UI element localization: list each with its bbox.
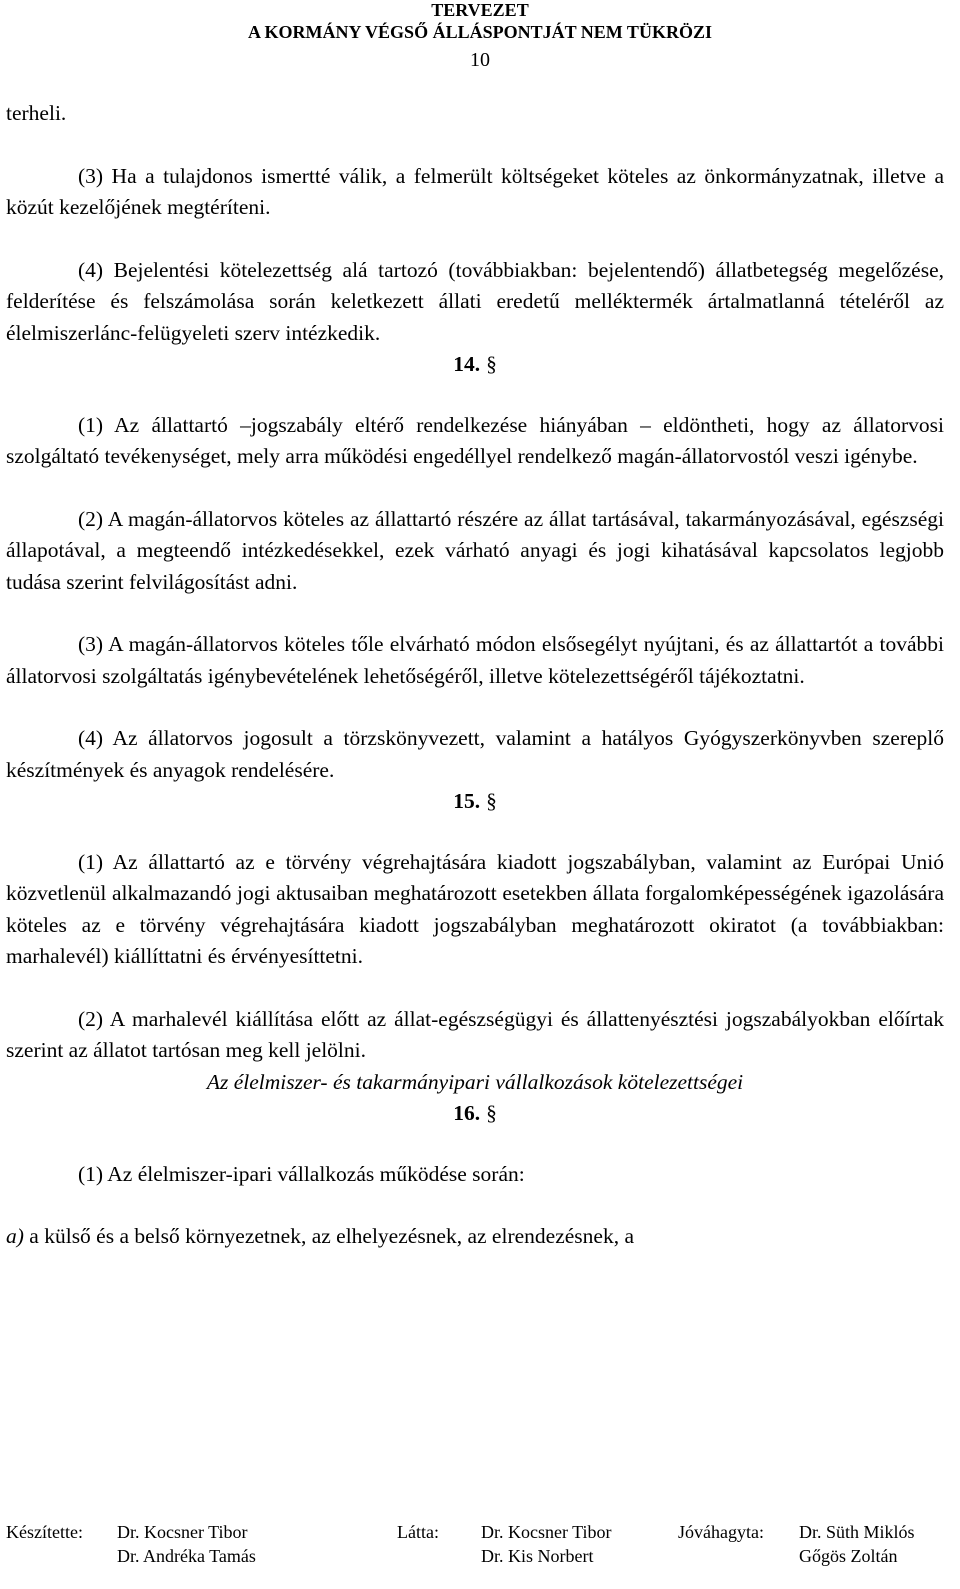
document-body [6,98,944,1253]
list-item-a-label: a) [6,1224,24,1248]
approved-by-name-1: Dr. Süth Miklós [799,1522,915,1542]
draft-label: TERVEZET [431,0,529,20]
paragraph-14-2: (2) A magán-állatorvos köteles az állattartó részére az állat tartásával, takarmányozásával, egészségi állapotával, a megteendő intézkedésekkel, ezek várható anyagi és jogi kihatásával kapcsolatos legjobb tudása szerint felvilágosítást adni. [6,506,944,594]
paragraph-15-1: (1) Az állattartó az e törvény végrehajtására kiadott jogszabályban, valamint az Európai Unió közvetlenül alkalmazandó jogi aktusaiban meghatározott esetekben állata forgalomképességének igazolására köteles az e törvény végrehajtására kiadott jogszabályban meghatározott okiratot (a továbbiakban: marhalevél) kiállíttatni és érvényesíttetni. [6,849,944,968]
paragraph-16-1: (1) Az élelmiszer-ipari vállalkozás működése során: [78,1161,525,1186]
section-16-number: 16. [453,1101,481,1125]
list-item-a-text: a külső és a belső környezetnek, az elhelyezésnek, az elrendezésnek, a [23,1224,634,1248]
paragraph-14-4: (4) Az állatorvos jogosult a törzskönyvezett, valamint a hatályos Gyógyszerkönyvben szereplő készítmények és anyagok rendelésére. [6,726,944,782]
paragraph-continuation: terheli. [6,101,67,125]
paragraph-15-2: (2) A marhalevél kiállítása előtt az állat-egészségügyi és állattenyésztési jogszabályokban előírtak szerint az állatot tartósan meg kell jelölni. [6,1006,944,1062]
page-number: 10 [470,49,490,71]
chapter-subtitle: Az élelmiszer- és takarmányipari vállalkozások kötelezettségei [206,1069,744,1094]
paragraph-13-4: (4) Bejelentési kötelezettség alá tartozó (továbbiakban: bejelentendő) állatbetegség megelőzése, felderítése és felszámolása során keletkezett állati eredetű melléktermék ártalmatlanná tételéről az élelmiszerlánc-felügyeleti szerv intézkedik. [6,257,944,345]
section-sign: § [486,352,497,376]
prepared-by-name-1: Dr. Kocsner Tibor [117,1522,248,1542]
seen-by-name-1: Dr. Kocsner Tibor [481,1522,612,1542]
paragraph-13-3: (3) Ha a tulajdonos ismertté válik, a felmerült költségeket köteles az önkormányzatnak, illetve a közút kezelőjének megtéríteni. [6,163,944,219]
section-16-heading [6,1098,944,1130]
section-sign: § [486,1101,497,1125]
prepared-by-label: Készítette: [6,1522,83,1542]
paragraph-14-3: (3) A magán-állatorvos köteles tőle elvárható módon elsősegélyt nyújtani, és az állattartót a további állatorvosi szolgáltatás igénybevételének lehetőségéről, illetve kötelezettségéről tájékoztatni. [6,632,944,688]
paragraph-14-1: (1) Az állattartó –jogszabály eltérő rendelkezése hiányában – eldöntheti, hogy az állatorvosi szolgáltató tevékenységet, mely arra működési engedéllyel rendelkező magán-állatorvostól veszi igénybe. [6,412,944,468]
page-footer [0,1520,960,1589]
approved-by-name-2: Gőgös Zoltán [799,1546,898,1566]
disclaimer-label: A KORMÁNY VÉGSŐ ÁLLÁSPONTJÁT NEM TÜKRÖZI [248,22,712,42]
section-15-number: 15. [453,789,481,813]
approved-by-label: Jóváhagyta: [678,1522,764,1542]
section-15-heading [6,786,944,818]
seen-by-label: Látta: [397,1522,439,1542]
seen-by-name-2: Dr. Kis Norbert [481,1546,594,1566]
section-sign: § [486,789,497,813]
section-14-heading [6,349,944,381]
list-item-a [6,1221,944,1253]
prepared-by-name-2: Dr. Andréka Tamás [117,1546,256,1566]
section-14-number: 14. [453,352,481,376]
